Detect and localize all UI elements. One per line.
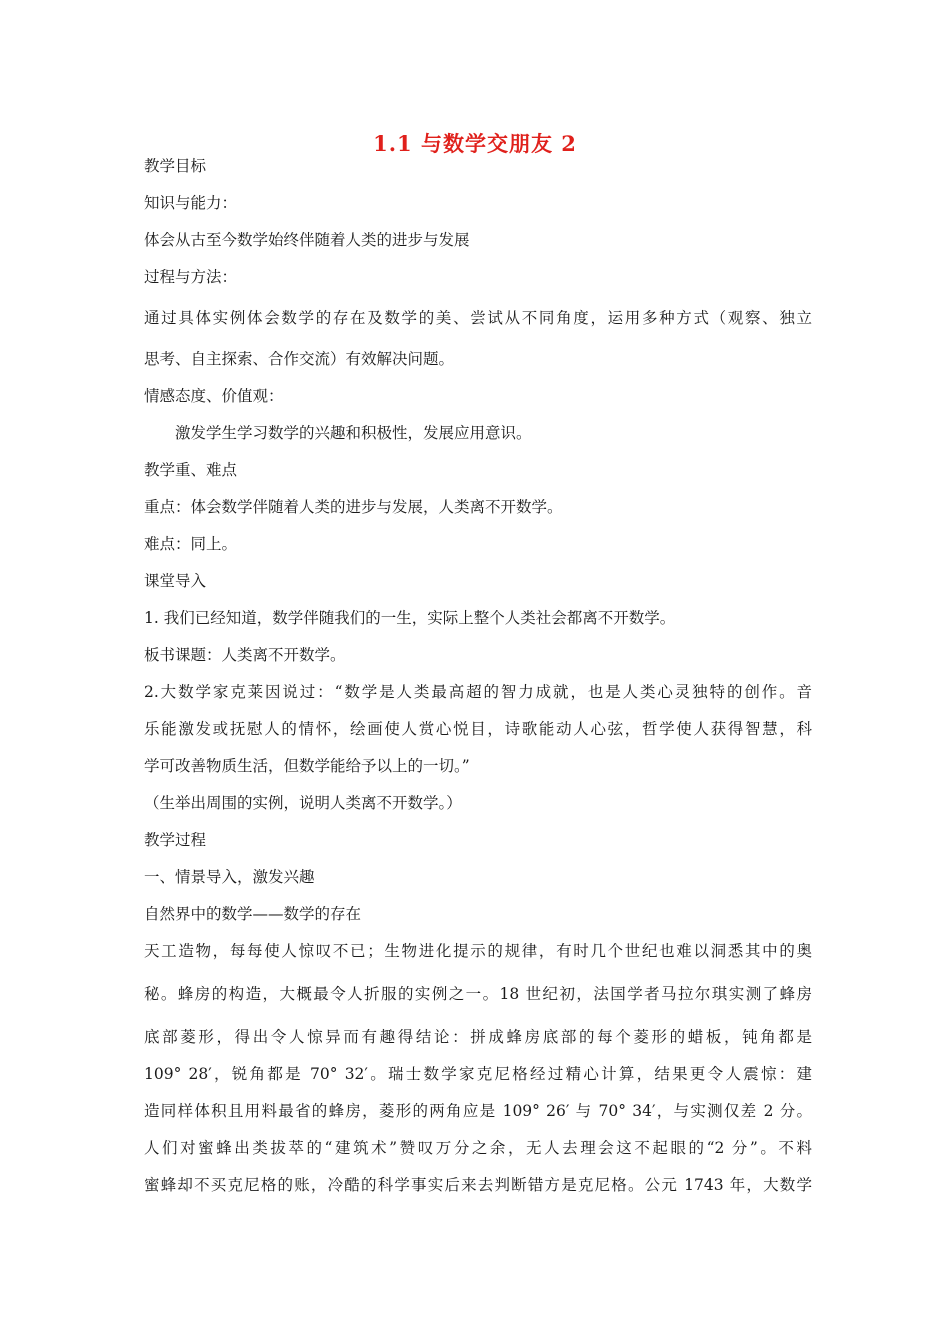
subheading-process-method: 过程与方法：	[144, 268, 238, 286]
page-title: 1.1 与数学交朋友 2	[373, 131, 577, 156]
paragraph-line: 思考、自主探索、合作交流）有效解决问题。	[144, 350, 455, 368]
paragraph-line: 天工造物，每每使人惊叹不已；生物进化提示的规律，有时几个世纪也难以洞悉其中的奥	[144, 942, 812, 960]
paragraph-line: 体会从古至今数学始终伴随着人类的进步与发展	[144, 231, 470, 249]
paragraph-line: 学可改善物质生活，但数学能给予以上的一切。”	[144, 757, 470, 775]
paragraph-line: 109° 28′，锐角都是 70° 32′。瑞士数学家克尼格经过精心计算，结果更令人震惊：建	[144, 1065, 812, 1083]
paragraph-line: 1. 我们已经知道，数学伴随我们的一生，实际上整个人类社会都离不开数学。	[144, 609, 676, 627]
subheading-knowledge-ability: 知识与能力：	[144, 194, 238, 212]
section-subheading: 自然界中的数学——数学的存在	[144, 905, 362, 923]
paragraph-line: 底部菱形，得出令人惊异而有趣得结论：拼成蜂房底部的每个菱形的蜡板，钝角都是	[144, 1028, 812, 1046]
heading-class-introduction: 课堂导入	[144, 572, 207, 590]
paragraph-line: 通过具体实例体会数学的存在及数学的美、尝试从不同角度，运用多种方式（观察、独立	[144, 309, 812, 327]
heading-teaching-process: 教学过程	[144, 831, 207, 849]
paragraph-line: 板书课题：人类离不开数学。	[144, 646, 346, 664]
paragraph-line: 难点：同上。	[144, 535, 238, 553]
paragraph-line: 乐能激发或抚慰人的情怀，绘画使人赏心悦目，诗歌能动人心弦，哲学使人获得智慧，科	[144, 720, 812, 738]
document-body	[144, 148, 812, 1204]
paragraph-line: 造同样体积且用料最省的蜂房，菱形的两角应是 109° 26′ 与 70° 34′，与实测仅差 2 分。	[144, 1102, 812, 1120]
subheading-attitude-values: 情感态度、价值观：	[144, 387, 284, 405]
heading-teaching-goals: 教学目标	[144, 157, 207, 175]
paragraph-line: 重点：体会数学伴随着人类的进步与发展，人类离不开数学。	[144, 498, 563, 516]
heading-key-difficult-points: 教学重、难点	[144, 461, 238, 479]
paragraph-line: 2.大数学家克莱因说过：“数学是人类最高超的智力成就，也是人类心灵独特的创作。音	[144, 683, 812, 701]
section-heading: 一、情景导入，激发兴趣	[144, 868, 315, 886]
paragraph-line: 秘。蜂房的构造，大概最令人折服的实例之一。18 世纪初，法国学者马拉尔琪实测了蜂房	[144, 985, 812, 1003]
paragraph-line: 人们对蜜蜂出类拔萃的“建筑术”赞叹万分之余，无人去理会这不起眼的“2 分”。不料	[144, 1139, 812, 1157]
paragraph-line: （生举出周围的实例，说明人类离不开数学。）	[144, 794, 462, 812]
paragraph-line: 激发学生学习数学的兴趣和积极性，发展应用意识。	[175, 424, 532, 442]
paragraph-line: 蜜蜂却不买克尼格的账，冷酷的科学事实后来去判断错方是克尼格。公元 1743 年，大数学	[144, 1176, 812, 1194]
